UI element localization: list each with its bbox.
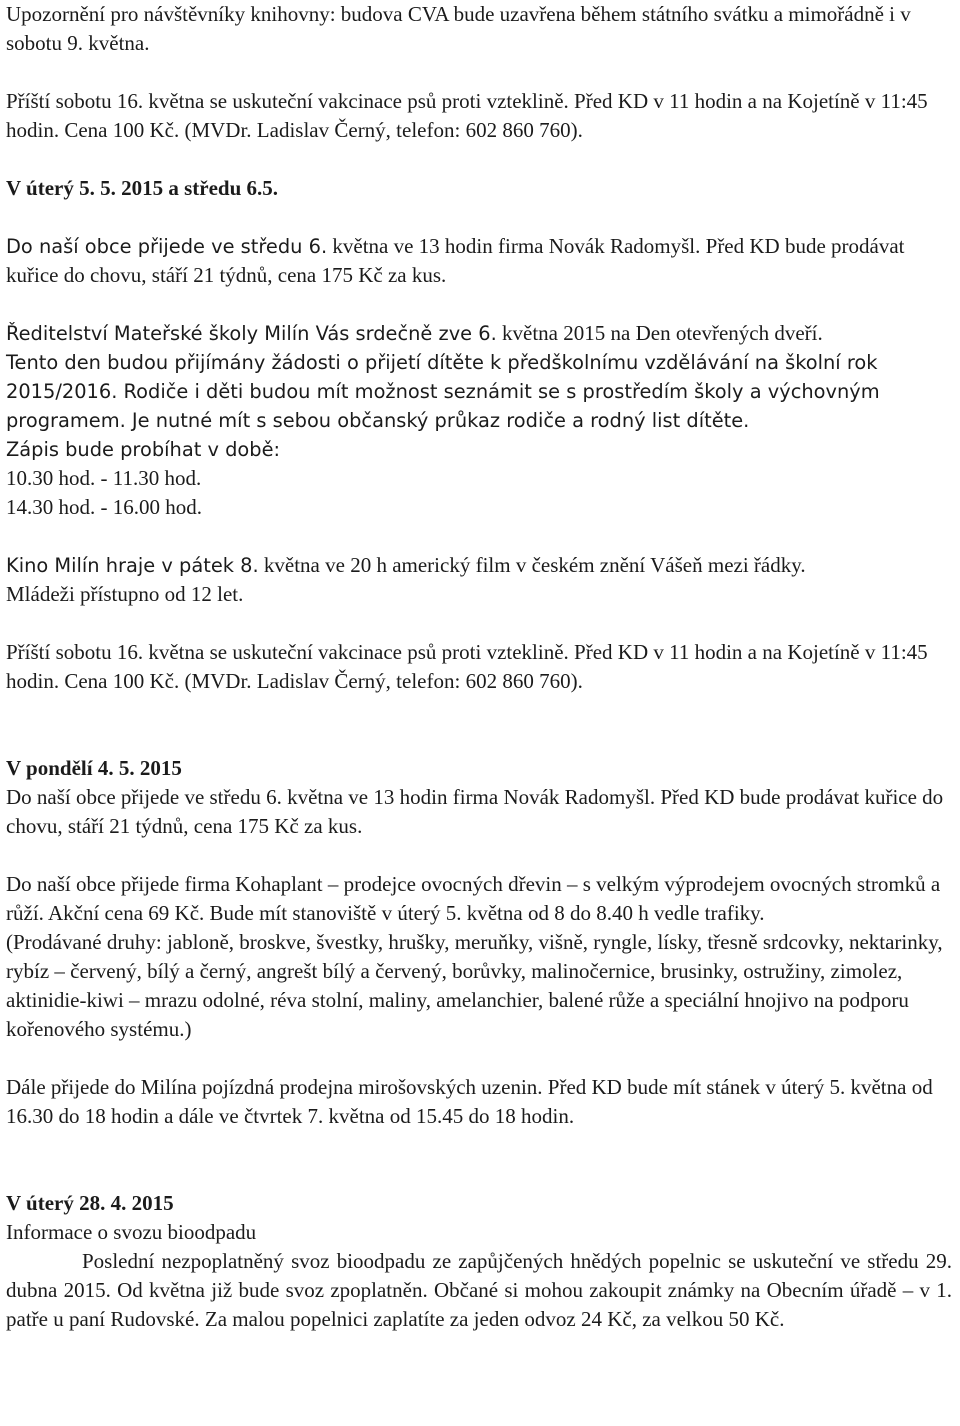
vaccination-notice: Příští sobotu 16. května se uskuteční vakcinace psů proti vzteklině. Před KD v 11 hodin a na Kojetíně v 11:45 hodin. Cena 100 Kč. (MVDr. Ladislav Černý, telefon: 602 860 760). — [6, 89, 928, 142]
kindergarten-details: Tento den budou přijímány žádosti o přijetí dítěte k předškolnímu vzdělávání na školní rok 2015/2016. Rodiče i děti budou mít možnost seznámit se s prostředím školy a výchovným programem. Je nutné mít s sebou občanský průkaz rodiče a rodný list dítěte. — [6, 351, 880, 432]
vaccination-notice-repeat: Příští sobotu 16. května se uskuteční vakcinace psů proti vzteklině. Před KD v 11 hodin a na Kojetíně v 11:45 hodin. Cena 100 Kč. (MVDr. Ladislav Černý, telefon: 602 860 760). — [6, 640, 928, 693]
section-heading-4-may: V pondělí 4. 5. 2015 — [6, 756, 182, 780]
biowaste-body: Poslední nezpoplatněný svoz bioodpadu ze zapůjčených hnědých popelnic se uskuteční ve středu 29. dubna 2015. Od května již bude svoz zpoplatněn. Občané si mohou zakoupit známky na Obecním úřadě – v 1. patře u paní Rudovské. Za malou popelnici zaplatíte za jeden odvoz 24 Kč, za velkou 50 Kč. — [6, 1249, 952, 1331]
kindergarten-invite-text: května 2015 na Den otevřených dveří. — [496, 321, 823, 345]
enrollment-label: Zápis bude probíhat v době: — [6, 438, 281, 461]
cinema-notice-text: května ve 20 h americký film v českém znění Vášeň mezi řádky. — [258, 553, 806, 577]
section-heading-28-apr: V úterý 28. 4. 2015 — [6, 1191, 174, 1215]
cinema-notice — [6, 551, 952, 580]
kindergarten-invite — [6, 319, 952, 348]
enrollment-time-morning: 10.30 hod. - 11.30 hod. — [6, 466, 202, 490]
chicks-sale-lead: Do naší obce přijede ve středu 6. — [6, 235, 328, 258]
chicks-sale-notice — [6, 232, 952, 290]
butcher-van-notice: Dále přijede do Milína pojízdná prodejna mirošovských uzenin. Před KD bude mít stánek v úterý 5. května od 16.30 do 18 hodin a dále ve čtvrtek 7. května od 15.45 do 18 hodin. — [6, 1075, 933, 1128]
section-heading-5-6-may: V úterý 5. 5. 2015 a středu 6.5. — [6, 176, 279, 200]
enrollment-time-afternoon: 14.30 hod. - 16.00 hod. — [6, 495, 202, 519]
cinema-age-rating: Mládeži přístupno od 12 let. — [6, 582, 244, 606]
kohaplant-varieties: (Prodávané druhy: jabloně, broskve, švestky, hrušky, meruňky, višně, ryngle, lísky, třesně srdcovky, nektarinky, rybíz – červený, bílý a černý, angrešt bílý a červený, borůvky, malinočernice, brusinky, ostružiny, zimolez, aktinidie-kiwi – mrazu odolné, réva stolní, maliny, amelanchier, balené růže a speciální hnojivo na podporu kořenového systému.) — [6, 930, 943, 1041]
library-notice: Upozornění pro návštěvníky knihovny: budova CVA bude uzavřena během státního svátku a mimořádně i v sobotu 9. května. — [6, 2, 911, 55]
kohaplant-notice: Do naší obce přijede firma Kohaplant – prodejce ovocných dřevin – s velkým výprodejem ovocných stromků a růží. Akční cena 69 Kč. Bude mít stanoviště v úterý 5. května od 8 do 8.40 h vedle trafiky. — [6, 872, 941, 925]
biowaste-title: Informace o svozu bioodpadu — [6, 1220, 257, 1244]
kindergarten-invite-lead: Ředitelství Mateřské školy Milín Vás srdečně zve 6. — [6, 322, 497, 345]
chicks-sale-text: května ve 13 hodin firma Novák Radomyšl. Před KD bude prodávat kuřice do chovu, stáří 21 týdnů, cena 175 Kč za kus. — [6, 234, 905, 287]
cinema-notice-lead: Kino Milín hraje v pátek 8. — [6, 554, 259, 577]
chicks-sale-notice-repeat: Do naší obce přijede ve středu 6. května ve 13 hodin firma Novák Radomyšl. Před KD bude prodávat kuřice do chovu, stáří 21 týdnů, cena 175 Kč za kus. — [6, 785, 944, 838]
